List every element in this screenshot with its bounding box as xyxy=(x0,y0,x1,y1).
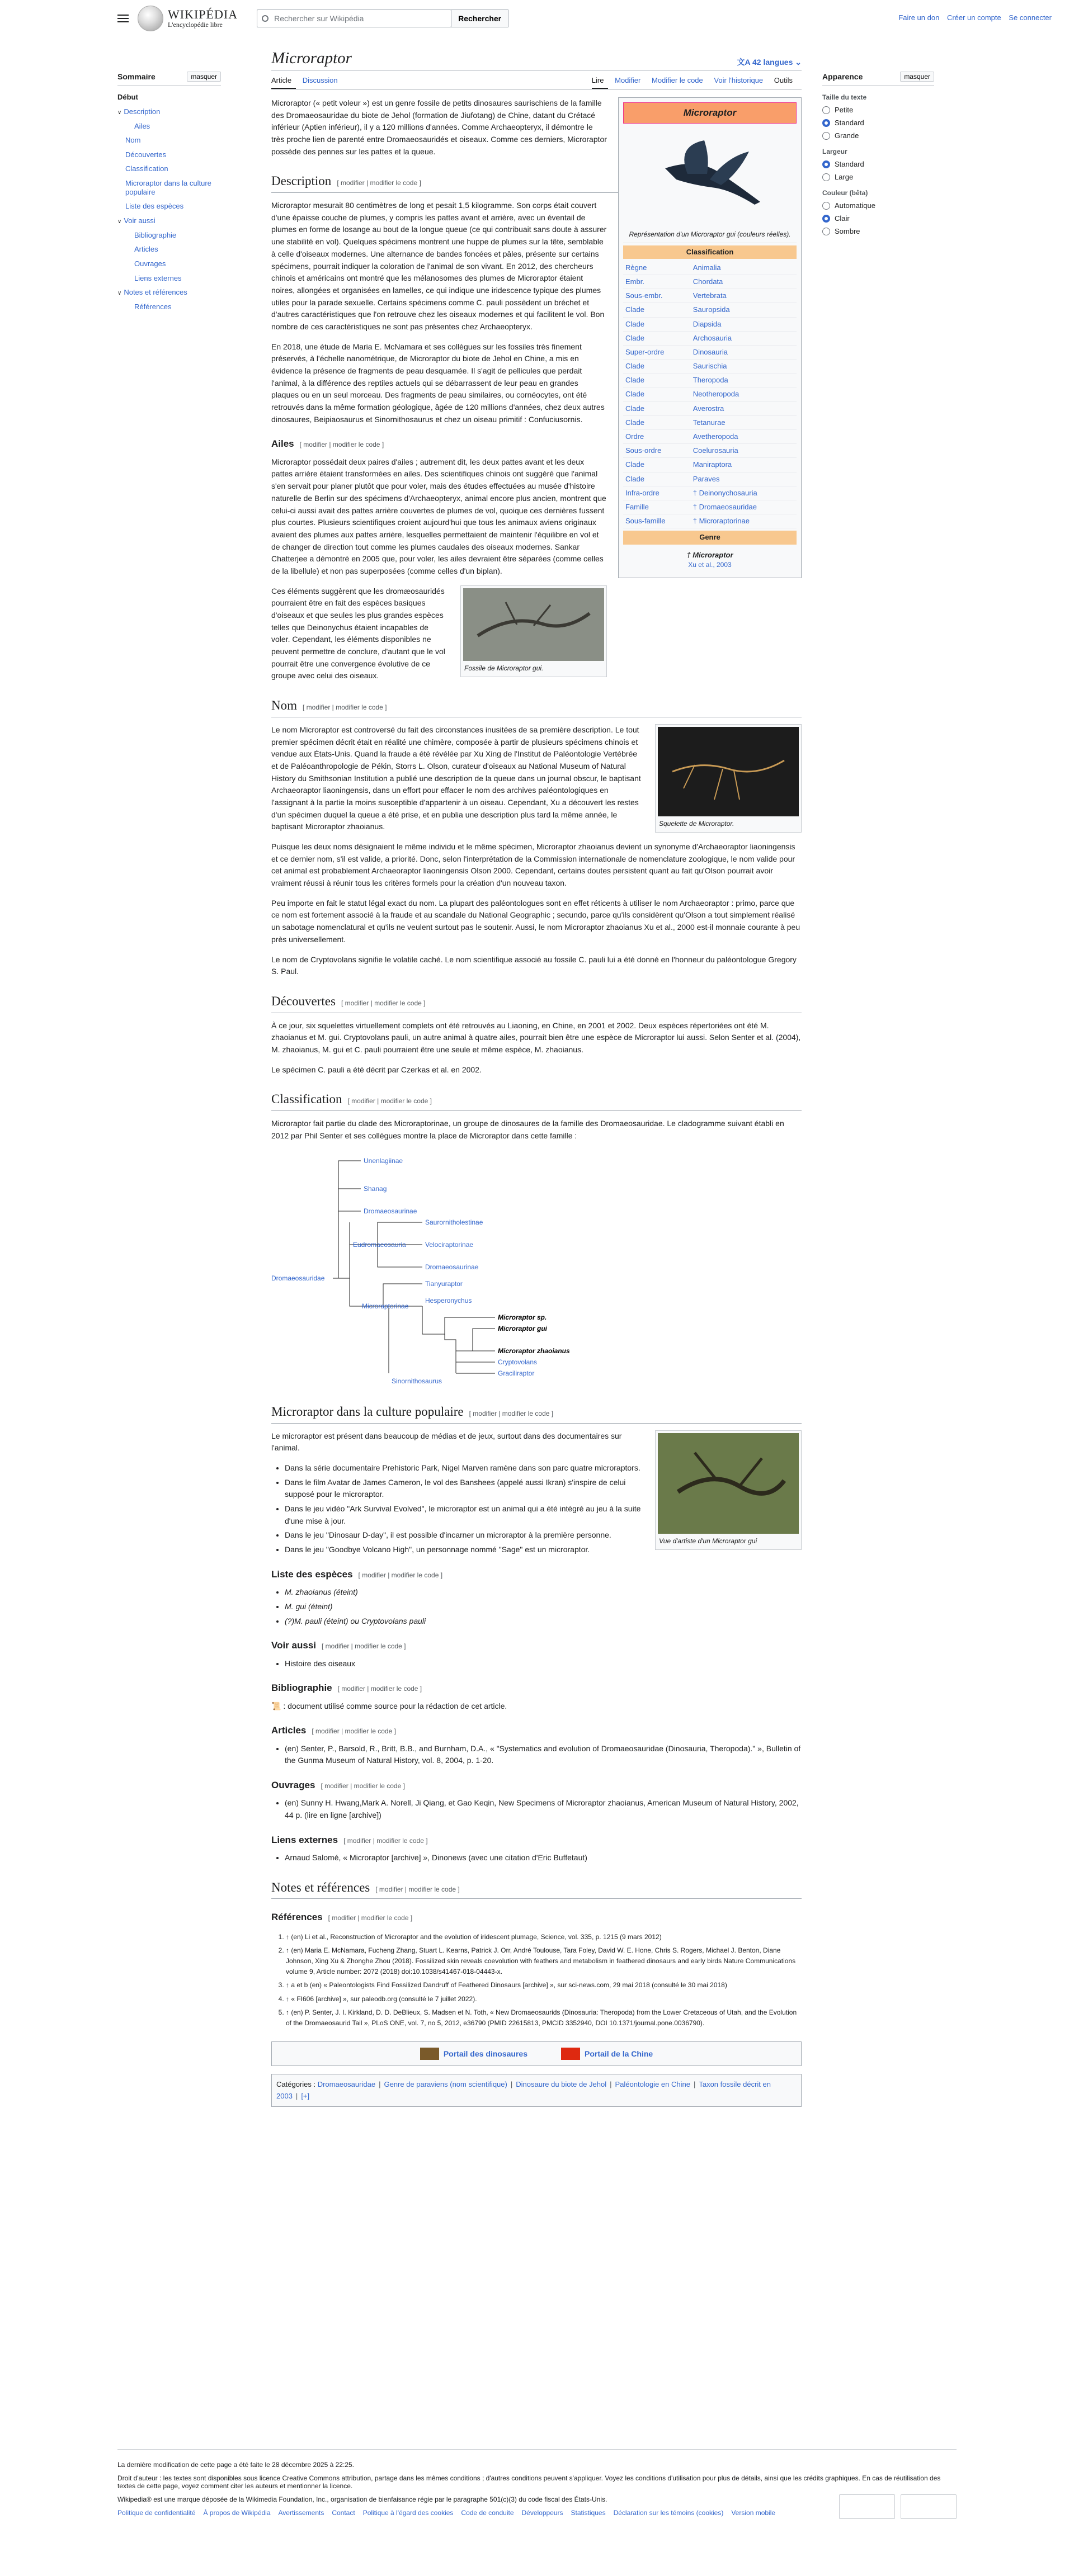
figure-artist xyxy=(655,1430,802,1551)
footer-link[interactable]: Version mobile xyxy=(731,2509,776,2517)
text-size-option[interactable]: Grande xyxy=(822,131,934,140)
page-title: Microraptor xyxy=(271,49,352,67)
infobox-taxon[interactable]: Tetanurae xyxy=(693,418,726,427)
infobox-row xyxy=(623,430,797,444)
radio-icon[interactable] xyxy=(822,173,830,181)
search-input[interactable]: Rechercher sur Wikipédia xyxy=(257,10,451,27)
infobox-rank[interactable]: Embr. xyxy=(625,277,644,286)
toc-item[interactable]: Articles xyxy=(134,245,158,254)
license-text: Droit d'auteur : les textes sont disponibles sous licence Creative Commons attribution, partage dans les mêmes conditions ; d'autres conditions peuvent s'appliquer. Voyez les conditions d'utilisation pour plus de détails, ainsi que les crédits graphiques. En cas de réutilisation des textes de cette page, voyez comment citer les auteurs et mentionner la licence. xyxy=(117,2474,941,2490)
list-item: • Dans le jeu "Dinosaur D-day", il est possible d'incarner un microraptor à la première personne. xyxy=(285,1529,802,1542)
infobox-rank[interactable]: Super-ordre xyxy=(625,347,665,356)
clade-label[interactable]: Eudromaeosauria xyxy=(353,1241,406,1249)
artist-image[interactable] xyxy=(658,1433,799,1534)
footer-link[interactable]: Développeurs xyxy=(521,2509,563,2517)
decouvertes-p2: Le spécimen C. pauli a été décrit par Czerkas et al. en 2002. xyxy=(271,1065,482,1074)
language-button[interactable]: 文A 42 langues ⌄ xyxy=(737,58,802,67)
category-link[interactable]: [+] xyxy=(301,2091,310,2100)
appearance-header: Apparence masquer xyxy=(822,72,934,86)
page-tabs xyxy=(271,70,802,89)
category-link[interactable]: Dinosaure du biote de Jehol xyxy=(516,2080,607,2089)
radio-icon[interactable] xyxy=(822,132,830,140)
wikipedia-logo[interactable] xyxy=(138,6,238,31)
radio-icon[interactable] xyxy=(822,119,830,127)
infobox-taxon[interactable]: Saurischia xyxy=(693,362,727,371)
figure-fossil xyxy=(460,585,607,678)
clade-label[interactable]: Sinornithosaurus xyxy=(392,1377,442,1385)
clade-label[interactable]: Cryptovolans xyxy=(498,1358,538,1367)
separator: | xyxy=(379,2080,381,2089)
toc-item[interactable]: ∨ Voir aussi xyxy=(117,214,221,228)
search-button[interactable]: Rechercher xyxy=(451,10,508,27)
last-modified: La dernière modification de cette page a été faite le 28 décembre 2025 à 22:25. xyxy=(117,2461,354,2469)
radio-icon[interactable] xyxy=(822,160,830,168)
infobox-rank[interactable]: Clade xyxy=(625,390,644,399)
category-link[interactable]: Genre de paraviens (nom scientifique) xyxy=(384,2080,507,2089)
infobox-taxon[interactable]: † Deinonychosauria xyxy=(693,488,757,497)
intro-paragraph: Microraptor (« petit voleur ») est un genre fossile de petits dinosaures saurischiens de la famille des Dromaeosauridae du biote de Jehol (formation de Jiufotang) de Chine, datant du Crétacé inférieur (Aptien inférieur), il y a 120 millions d'années. Comme Archaeopteryx, il démontre le très proche lien de parenté entre Dromaeosauridés et oiseaux. Comme ces derniers, Microraptor possède des pennes sur les pattes et la queue. xyxy=(271,98,607,156)
separator: | xyxy=(295,2091,298,2100)
infobox-taxon[interactable]: † Microraptorinae xyxy=(693,517,750,526)
toc-item[interactable]: ∨ Notes et références xyxy=(117,285,221,300)
clade-label[interactable]: Graciliraptor xyxy=(498,1369,535,1378)
books-list xyxy=(271,1797,802,1821)
categories-box xyxy=(271,2074,802,2106)
infobox-row xyxy=(623,346,797,360)
tab-read[interactable]: Lire xyxy=(592,76,609,89)
section-articles: Articles [ modifier | modifier le code ] xyxy=(271,1725,396,1736)
see-also-list xyxy=(271,1658,802,1670)
section-liens: Liens externes [ modifier | modifier le code ] xyxy=(271,1834,428,1845)
toc-item[interactable]: Début xyxy=(117,93,138,101)
infobox-row xyxy=(623,486,797,500)
clade-label[interactable]: Velociraptorinae xyxy=(425,1241,474,1249)
title-row xyxy=(271,49,802,70)
mediawiki-badge[interactable] xyxy=(901,2494,957,2519)
radio-icon[interactable] xyxy=(822,215,830,223)
globe-icon xyxy=(138,6,163,31)
list-item: • (en) Senter, P., Barsold, R., Britt, B.B., and Burnham, D.A., « "Systematics and evolution of Dromaeosauridae (Dinosauria, Theropoda)." », Bulletin of the Gunma Museum of Natural History, vol. 8, 2004, p. 1-20. xyxy=(285,1743,802,1767)
search-form xyxy=(257,10,508,27)
infobox-row xyxy=(623,318,797,332)
reference-item: 4. ↑ « FI606 [archive] », sur paleodb.org (consulté le 7 juillet 2022). xyxy=(286,1994,802,2005)
infobox-genre-header: Genre xyxy=(623,531,797,544)
species-list xyxy=(271,1586,802,1627)
ailes-p1: Microraptor possédait deux paires d'ailes ; autrement dit, les deux pattes avant et les deux pattes arrière étaient transformées en ailes. Des scientifiques chinois ont suggéré que l'animal s'en servait pour planer plutôt que pour voler, mais des études effectuées au musée d'histoire naturelle de Berlin sur des spécimens d'Archaeopteryx, animal encore plus ancien, montrent que celui-ci aussi avait des pattes arrière couvertes de plumes de vol, quoique ces dernières fussent plus courtes. Plusieurs scientifiques croient aujourd'hui que tous les animaux aviens originaux avaient des plumes aux pattes arrière, lesquelles permettaient de maintenir l'équilibre en vol et de changer de direction tout comme les plumes caudales des oiseaux modernes. Sankar Chatterjee a démontré en 2005 que, pour voler, les ailes devraient être séparées (comme celles de la libellule) et non pas superposées (comme celles d'un biplan). xyxy=(271,457,606,575)
nom-p4: Le nom de Cryptovolans signifie le volatile caché. Le nom scientifique associé au fossile C. pauli lui a été donné en l'honneur du paléontologue Gregory S. Paul. xyxy=(271,954,797,976)
description-p1: Microraptor mesurait 80 centimètres de long et pesait 1,5 kilogramme. Son corps était couvert d'une épaisse couche de plumes, y compris les pattes avant et arrière, avec un éventail de plumes en forme de losange au bout de la longue queue (ce qui contribuait sans doute à assurer une stabilité en vol). Quelques spécimens montrent une huppe de plumes sur la tête, semblable à celle d'oiseaux modernes. Une alternance de bandes foncées et pâles, présente sur certains spécimens, pourrait indiquer la coloration de l'animal de son vivant. En 2012, des chercheurs chinois et américains ont montré que les mélanosomes des plumes de Microraptor étaient noires, allongées et organisées en lamelles, ce qui indique une iridescence typique des plumes utiles pour la parade sexuelle. Certains spécimens comme C. pauli possèdent un bréchet et d'autres caractéristiques que l'on retrouve chez les oiseaux modernes et qui facilitent le vol. Bon nombre de ces caractéristiques ne sont pas présentes chez Archaeopteryx. xyxy=(271,201,607,331)
nom-p1: Le nom Microraptor est controversé du fait des circonstances inusitées de sa première description. Le tout premier spécimen décrit était en réalité une chimère, composée à partir de plusieurs spécimens chinois et vendue aux États-Unis. Quand la fraude a été révélée par Xu Xing de l'Institut de Paléontologie Vertébrée et de Paléoanthropologie de Pékin, Storrs L. Olson, curateur d'oiseaux au National Museum of Natural History du Smithsonian Institution a publié une description de la queue dans un journal obscur, le baptisant Archaeoraptor liaoningensis, dans un effort pour effacer le nom des archives paléontologiques en l'assignant à la partie la moins susceptible d'appartenir à un oiseau. Cependant, Xu a découvert les restes d'un spécimen duquel la queue a été prise, et en publia une description plus tard la même année, le baptisant Microraptor zhaoianus. xyxy=(271,725,641,831)
infobox-taxon[interactable]: Paraves xyxy=(693,474,720,483)
tools-menu[interactable]: Outils xyxy=(774,76,793,84)
section-classification: Classification [ modifier | modifier le code ] xyxy=(271,1089,802,1111)
site-footer xyxy=(117,2449,957,2522)
infobox-genre: † Microraptor Xu et al., 2003 xyxy=(623,547,797,573)
infobox-row xyxy=(623,374,797,387)
infobox-row xyxy=(623,402,797,416)
skeleton-icon xyxy=(661,732,795,811)
clade-label[interactable]: Dromaeosaurinae xyxy=(425,1263,479,1272)
width-option[interactable]: Standard xyxy=(822,160,934,168)
toc-item[interactable]: ∨ Description xyxy=(117,105,221,119)
infobox-rank[interactable]: Clade xyxy=(625,319,644,328)
infobox-taxon[interactable]: Dinosauria xyxy=(693,347,728,356)
clade-label[interactable]: Dromaeosaurinae xyxy=(364,1207,417,1216)
china-flag-icon xyxy=(561,2048,580,2060)
list-item: • M. gui (éteint) xyxy=(285,1601,802,1613)
footer-badges xyxy=(839,2494,957,2519)
separator: | xyxy=(610,2080,612,2089)
infobox-row xyxy=(623,444,797,458)
toc-header xyxy=(117,72,221,86)
clade-label[interactable]: Shanag xyxy=(364,1185,387,1193)
article-body xyxy=(271,97,802,2107)
list-item: • (en) Sunny H. Hwang,Mark A. Norell, Ji Qiang, et Gao Keqin, New Specimens of Microraptor zhaoianus, American Museum of Natural History, 2002, 44 p. (lire en ligne [archive]) xyxy=(285,1797,802,1821)
toc-item[interactable]: Liens externes xyxy=(134,273,182,282)
infobox-title: Microraptor xyxy=(623,102,797,124)
list-item: • Dans le film Avatar de James Cameron, le vol des Banshees (appelé aussi Ikran) s'inspire de celui supposé pour le microraptor. xyxy=(285,1477,802,1501)
nom-p2: Puisque les deux noms désignaient le même individu et le même spécimen, Microraptor zhaoianus devient un synonyme d'Archaeoraptor liaoningensis et ce dernier nom, s'il est valide, a priorité. Donc, selon l'interprétation de la Commission internationale de nomenclature zoologique, le nom valide pour cet animal est probablement Archaeoraptor liaoningensis Olson 2000. Cependant, certains doutes persistent quant au fait qu'Olson pourrait avoir vraiment réussi à réunir tous les critères formels pour la création d'un nouveau taxon. xyxy=(271,842,795,888)
infobox-rank[interactable]: Famille xyxy=(625,502,649,511)
tab-edit[interactable]: Modifier xyxy=(615,76,641,84)
tab-article[interactable]: Article xyxy=(271,76,296,89)
infobox-rank[interactable]: Sous-embr. xyxy=(625,291,663,300)
toc-hide-button[interactable]: masquer xyxy=(187,72,221,82)
infobox-rank[interactable]: Ordre xyxy=(625,432,644,441)
infobox-rank[interactable]: Sous-famille xyxy=(625,517,666,526)
tab-discussion[interactable]: Discussion xyxy=(302,76,338,84)
infobox-row xyxy=(623,275,797,289)
infobox-taxon[interactable]: † Dromaeosauridae xyxy=(693,502,757,511)
section-ailes: Ailes [ modifier | modifier le code ] xyxy=(271,438,384,450)
login-link[interactable]: Se connecter xyxy=(1009,13,1052,22)
toc-item[interactable]: Références xyxy=(134,302,172,311)
infobox-taxon[interactable]: Vertebrata xyxy=(693,291,727,300)
toc-item[interactable]: Ailes xyxy=(134,121,150,130)
infobox-rank[interactable]: Infra-ordre xyxy=(625,488,660,497)
footer-link[interactable]: Statistiques xyxy=(571,2509,606,2517)
classification-p: Microraptor fait partie du clade des Microraptorinae, un groupe de dinosaures de la famille des Dromaeosauridae. Le cladogramme suivant établi en 2012 par Phil Senter et ses collègues montre la place de Microraptor dans cette famille : xyxy=(271,1118,784,1140)
appearance-hide-button[interactable]: masquer xyxy=(900,72,934,82)
list-item: • Dans le jeu "Goodbye Volcano High", un personnage nommé "Sage" est un microraptor. xyxy=(285,1544,802,1556)
infobox-classification-header: Classification xyxy=(623,245,797,259)
section-refs: Références [ modifier | modifier le code ] xyxy=(271,1912,413,1923)
section-especes: Liste des espèces [ modifier | modifier le code ] xyxy=(271,1568,443,1580)
separator: | xyxy=(510,2080,513,2089)
external-links-list xyxy=(271,1852,802,1864)
clade-label[interactable]: Tianyuraptor xyxy=(425,1280,463,1288)
appearance-panel xyxy=(822,72,934,240)
categories-label: Catégories : xyxy=(276,2080,316,2089)
culture-p: Le microraptor est présent dans beaucoup de médias et de jeux, surtout dans des documentaires sur l'animal. xyxy=(271,1431,622,1453)
clade-label[interactable]: Microraptor zhaoianus xyxy=(498,1347,570,1355)
toc-item[interactable]: Découvertes xyxy=(125,150,166,159)
infobox-rank[interactable]: Règne xyxy=(625,263,647,272)
width-option[interactable]: Large xyxy=(822,173,934,181)
cladogram-svg xyxy=(271,1150,607,1384)
infobox-taxon[interactable]: Maniraptora xyxy=(693,460,732,469)
portals-box xyxy=(271,2041,802,2066)
infobox-row xyxy=(623,514,797,528)
ailes-p2: Ces éléments suggèrent que les dromæosauridés pourraient être en fait des espèces basiques d'oiseaux et que seules les plus grandes espèces telles que Deinonychus étaient incapables de voler. Cependant, les éléments disponibles ne peuvent permettre de conclure, d'autant que le vol pourrait être une convergence évolutive de ce groupe avec celui des oiseaux. xyxy=(271,586,445,680)
infobox xyxy=(618,97,802,578)
user-tools xyxy=(893,13,1052,22)
clade-label[interactable]: Hesperonychus xyxy=(425,1297,472,1305)
infobox-taxon[interactable]: Sauropsida xyxy=(693,305,730,314)
section-voir: Voir aussi [ modifier | modifier le code ] xyxy=(271,1640,406,1651)
color-option[interactable]: Clair xyxy=(822,214,934,223)
clade-label[interactable]: Saurornitholestinae xyxy=(425,1218,483,1227)
toc-item[interactable]: Liste des espèces xyxy=(125,202,184,211)
wikimedia-badge[interactable] xyxy=(839,2494,895,2519)
infobox-image[interactable] xyxy=(623,124,797,230)
color-option[interactable]: Sombre xyxy=(822,227,934,235)
figure-fossil-caption: Fossile de Microraptor gui. xyxy=(464,664,544,672)
reference-item: 3. ↑ a et b (en) « Paleontologists Find Fossilized Dandruff of Feathered Dinosaurs [archive] », sur sci-news.com, 29 mai 2018 (consulté le 30 mai 2018) xyxy=(286,1980,802,1991)
infobox-rank[interactable]: Clade xyxy=(625,404,644,413)
infobox-taxon[interactable]: Theropoda xyxy=(693,376,728,385)
color-option[interactable]: Automatique xyxy=(822,201,934,210)
infobox-row xyxy=(623,500,797,514)
reference-item: 5. ↑ (en) P. Senter, J. I. Kirkland, D. D. DeBlieux, S. Madsen et N. Toth, « New Dromaeosaurids (Dinosauria: Theropoda) from the Lower Cretaceous of Utah, and the Evolution of the Dromaeosaurid Tail », PLoS ONE, vol. 7, no 5, 2012, e36790 (PMID 22615813, PMCID 3352940, DOI 10.1371/journal.pone.0036790). xyxy=(286,2007,802,2028)
toc-item[interactable]: Classification xyxy=(125,164,168,173)
infobox-rank[interactable]: Clade xyxy=(625,474,644,483)
infobox-caption: Représentation d'un Microraptor gui (couleurs réelles). xyxy=(623,230,797,243)
tagline: L'encyclopédie libre xyxy=(168,20,223,29)
category-link[interactable]: Dromaeosauridae xyxy=(317,2080,376,2089)
infobox-row xyxy=(623,360,797,374)
toc-item[interactable]: Nom xyxy=(125,136,141,145)
clade-label[interactable]: Unenlagiinae xyxy=(364,1157,403,1165)
footer-links xyxy=(117,2509,957,2517)
infobox-rank[interactable]: Clade xyxy=(625,460,644,469)
infobox-rank[interactable]: Clade xyxy=(625,376,644,385)
section-notes: Notes et références [ modifier | modifier le code ] xyxy=(271,1878,802,1899)
footer-link[interactable]: Code de conduite xyxy=(461,2509,514,2517)
infobox-row xyxy=(623,387,797,401)
footer-link[interactable]: Contact xyxy=(332,2509,355,2517)
infobox-taxon[interactable]: Coelurosauria xyxy=(693,446,738,455)
infobox-row xyxy=(623,332,797,346)
infobox-row xyxy=(623,472,797,486)
infobox-row xyxy=(623,261,797,275)
table-of-contents xyxy=(117,72,221,314)
cladogram xyxy=(271,1150,802,1388)
footer-link[interactable]: Avertissements xyxy=(278,2509,324,2517)
portal-china[interactable]: Portail de la Chine xyxy=(561,2048,653,2060)
donate-link[interactable]: Faire un don xyxy=(898,13,940,22)
decouvertes-p1: À ce jour, six squelettes virtuellement complets ont été retrouvés au Liaoning, en Chine, en 2001 et 2002. Deux espèces répertoriées ont été M. zhaoianus et M. gui. Cryptovolans pauli, un autre animal à quatre ailes, pourrait bien être une espèce de Microraptor lui aussi. Selon Senter et al. (2004), M. zhaoianus, M. gui et C. pauli pourraient être une seule et même espèce, M. zhaoianus. xyxy=(271,1020,801,1054)
toc-item[interactable]: Bibliographie xyxy=(134,230,177,239)
source-icon: 📜 xyxy=(271,1701,281,1710)
clade-label[interactable]: Microraptor gui xyxy=(498,1325,548,1333)
infobox-row xyxy=(623,289,797,303)
reference-item: 1. ↑ (en) Li et al., Reconstruction of Microraptor and the evolution of iridescent plumage, Science, vol. 335, p. 1215 (9 mars 2012) xyxy=(286,1932,802,1942)
list-item: • M. zhaoianus (éteint) xyxy=(285,1586,802,1599)
toc-item[interactable]: Microraptor dans la culture populaire xyxy=(125,178,211,196)
figure-skeleton-caption: Squelette de Microraptor. xyxy=(659,819,734,828)
artist-view-icon xyxy=(661,1436,795,1531)
category-link[interactable]: Taxon fossile décrit en 2003 xyxy=(276,2080,771,2100)
search-icon xyxy=(262,15,268,22)
list-item: • Histoire des oiseaux xyxy=(285,1658,802,1670)
toc-title: Sommaire xyxy=(117,72,156,81)
section-decouvertes: Découvertes [ modifier | modifier le code ] xyxy=(271,991,802,1013)
text-size-option[interactable]: Petite xyxy=(822,106,934,114)
create-account-link[interactable]: Créer un compte xyxy=(946,13,1001,22)
main-menu-icon[interactable] xyxy=(117,15,129,22)
radio-icon[interactable] xyxy=(822,202,830,210)
footer-link[interactable]: Déclaration sur les témoins (cookies) xyxy=(613,2509,724,2517)
width-label: Largeur xyxy=(822,148,847,155)
radio-icon[interactable] xyxy=(822,228,830,235)
section-culture: Microraptor dans la culture populaire [ modifier | modifier le code ] xyxy=(271,1402,802,1424)
text-size-option[interactable]: Standard xyxy=(822,119,934,127)
infobox-taxon[interactable]: Archosauria xyxy=(693,333,732,342)
text-size-label: Taille du texte xyxy=(822,93,867,101)
toc-item[interactable]: Ouvrages xyxy=(134,259,166,268)
section-ouvrages: Ouvrages [ modifier | modifier le code ] xyxy=(271,1779,405,1790)
skeleton-image[interactable] xyxy=(658,727,799,816)
category-link[interactable]: Paléontologie en Chine xyxy=(615,2080,690,2089)
clade-label[interactable]: Dromaeosauridae xyxy=(271,1274,325,1283)
infobox-rank[interactable]: Clade xyxy=(625,418,644,427)
infobox-row xyxy=(623,416,797,430)
infobox-rank[interactable]: Sous-ordre xyxy=(625,446,662,455)
infobox-taxon[interactable]: Animalia xyxy=(693,263,721,272)
tab-history[interactable]: Voir l'historique xyxy=(714,76,764,84)
infobox-author[interactable]: Xu et al., 2003 xyxy=(688,560,732,569)
color-label: Couleur (bêta) xyxy=(822,189,868,197)
tab-edit-source[interactable]: Modifier le code xyxy=(651,76,703,84)
list-item: • Dans la série documentaire Prehistoric Park, Nigel Marven ramène dans son parc quatre microraptors. xyxy=(285,1462,802,1474)
infobox-taxon[interactable]: Avetheropoda xyxy=(693,432,738,441)
infobox-row xyxy=(623,303,797,317)
infobox-taxon[interactable]: Neotheropoda xyxy=(693,390,739,399)
section-biblio: Bibliographie [ modifier | modifier le code ] xyxy=(271,1682,422,1694)
list-item: • Dans le jeu vidéo "Ark Survival Evolved", le microraptor est un animal qui a été intégré au jeu à la suite d'une mise à jour. xyxy=(285,1503,802,1527)
articles-list xyxy=(271,1743,802,1767)
infobox-rank[interactable]: Clade xyxy=(625,305,644,314)
separator: | xyxy=(693,2080,696,2089)
footer-link[interactable]: Politique à l'égard des cookies xyxy=(362,2509,454,2517)
reference-item: 2. ↑ (en) Maria E. McNamara, Fucheng Zhang, Stuart L. Kearns, Patrick J. Orr, André Toulouse, Tara Foley, David W. E. Hone, Chris S. Rogers, Michael J. Benton, Diane Johnson, Xing Xu & Zhonghe Zhou (2018). Fossilized skin reveals coevolution with feathers and metabolism in feathered dinosaurs and early birds Nature Communications volume 9, Article number: 2072 (2018) doi:10.1038/s41467-018-04443-x. xyxy=(286,1945,802,1977)
list-item: • Arnaud Salomé, « Microraptor [archive] », Dinonews (avec une citation d'Eric Buffetaut) xyxy=(285,1852,802,1864)
clade-label[interactable]: Microraptor sp. xyxy=(498,1313,547,1322)
infobox-taxon[interactable]: Diapsida xyxy=(693,319,722,328)
fossil-icon xyxy=(467,591,601,658)
infobox-rank[interactable]: Clade xyxy=(625,333,644,342)
nom-p3: Peu importe en fait le statut légal exact du nom. La plupart des paléontologues sont en effet réticents à utiliser le nom Archaeoraptor : primo, parce que ce nom est fortement associé à la fraude et au scandale du National Geographic ; secundo, parce qu'ils considèrent qu'Olson a tout simplement réalisé un sabotage nomenclatural et qu'ils ne veulent surtout pas le soutenir. Aussi, le nom Microraptor zhaoianus Xu et al., 2000 est-il monnaie courante à peu près universellement. xyxy=(271,898,800,944)
main-content xyxy=(271,49,802,2107)
trademark-text: Wikipedia® est une marque déposée de la Wikimedia Foundation, Inc., organisation de bienfaisance régie par le paragraphe 501(c)(3) du code fiscal des États-Unis. xyxy=(117,2495,607,2503)
biblio-note: 📜 : document utilisé comme source pour la rédaction de cet article. xyxy=(271,1701,507,1710)
description-p2: En 2018, une étude de Maria E. McNamara et ses collègues sur les fossiles très finement préservés, à l'échelle nanométrique, de Microraptor du biote de Jehol en Chine, a mis en évidence la présence de fragments de peau desquamée. Il s'agit de pellicules que perdait l'animal, à la différence des reptiles actuels qui se débarrassent de leur peau en grandes plaques ou en un seul morceau. Des fragments de peau similaires, ou cornéocytes, ont été retrouvés dans la même formation géologique, âgée de 120 millions d'années, chez deux autres dinosaures, Beipiaosaurus et Sinornithosaurus et chez un oiseau primitif : Confuciusornis. xyxy=(271,342,605,424)
infobox-rank[interactable]: Clade xyxy=(625,362,644,371)
radio-icon[interactable] xyxy=(822,106,830,114)
figure-skeleton xyxy=(655,724,802,833)
microraptor-illustration-icon xyxy=(654,135,766,219)
references-list xyxy=(271,1932,802,2029)
section-nom: Nom [ modifier | modifier le code ] xyxy=(271,696,802,717)
figure-artist-caption: Vue d'artiste d'un Microraptor gui xyxy=(659,1537,757,1545)
footer-link[interactable]: Politique de confidentialité xyxy=(117,2509,196,2517)
infobox-taxon[interactable]: Chordata xyxy=(693,277,723,286)
wordmark: WIKIPÉDIA xyxy=(168,7,238,21)
infobox-taxon[interactable]: Averostra xyxy=(693,404,724,413)
footer-link[interactable]: À propos de Wikipédia xyxy=(203,2509,271,2517)
list-item: • (?)M. pauli (éteint) ou Cryptovolans pauli xyxy=(285,1615,802,1628)
site-header xyxy=(0,0,1074,37)
portal-dinosaurs[interactable]: Portail des dinosaures xyxy=(420,2048,527,2060)
dinosaur-portal-icon xyxy=(420,2048,439,2060)
infobox-row xyxy=(623,458,797,472)
clade-label[interactable]: Microraptorinae xyxy=(362,1302,409,1311)
fossil-image[interactable] xyxy=(463,588,604,661)
section-description: Description [ modifier | modifier le code ] xyxy=(271,171,802,193)
